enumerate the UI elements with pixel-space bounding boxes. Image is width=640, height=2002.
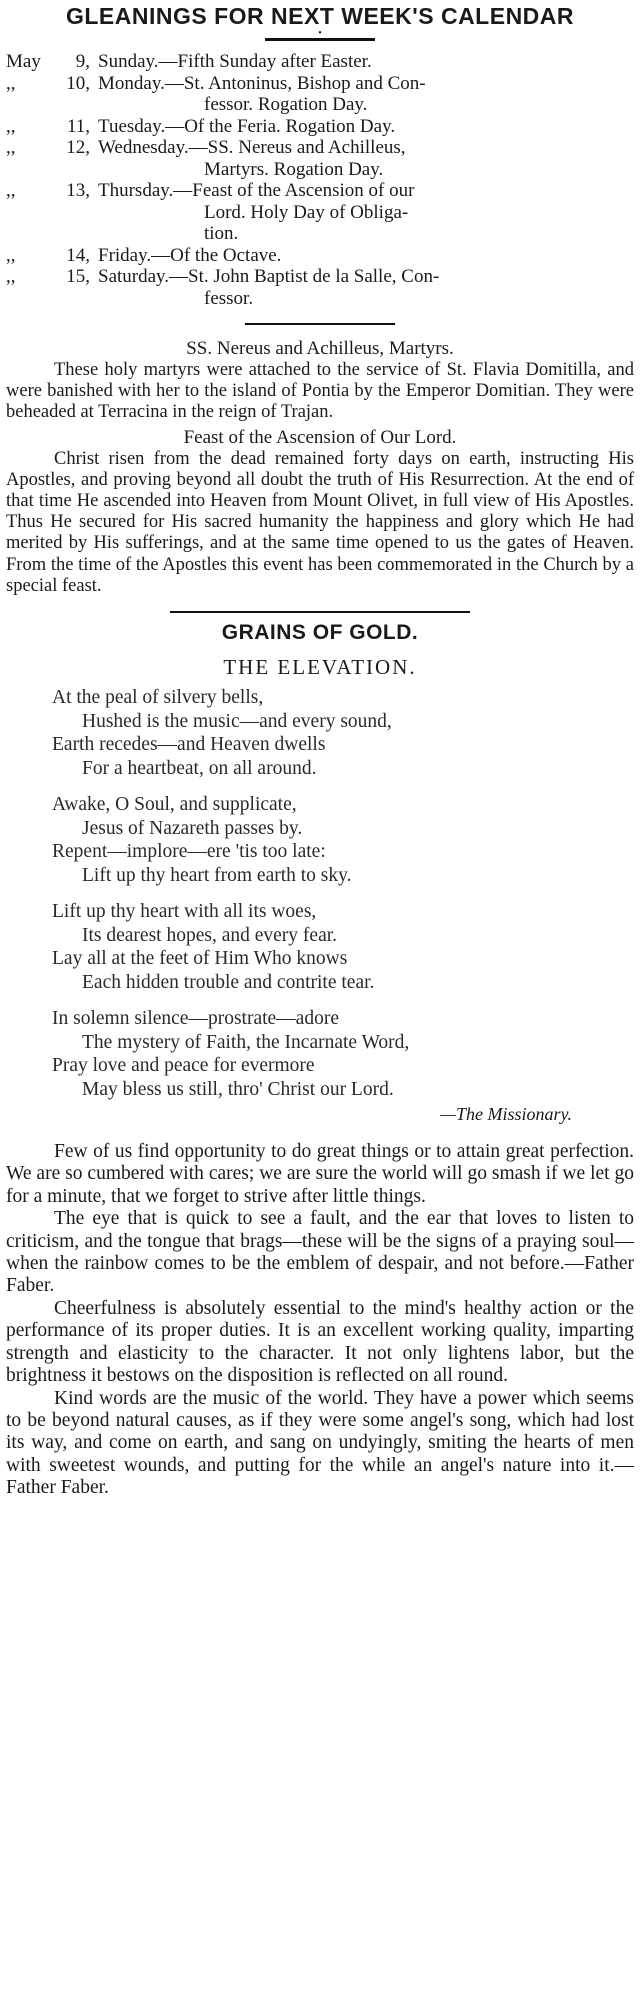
entry-text: Tuesday.—Of the Feria. Rogation Day. — [98, 115, 396, 137]
entry-month: ,, — [6, 72, 16, 94]
calendar-entry — [6, 180, 634, 202]
entry-continuation: fessor. — [204, 287, 254, 309]
entry-day: 14, — [66, 244, 90, 266]
poem — [6, 686, 634, 1101]
poem-line: Lift up thy heart with all its woes, — [52, 901, 317, 923]
calendar-entry — [6, 266, 634, 288]
entry-text: Sunday.—Fifth Sunday after Easter. — [98, 51, 372, 72]
section-rule — [170, 611, 470, 613]
poem-line: Hushed is the music—and every sound, — [82, 710, 392, 732]
entry-day: 15, — [66, 266, 90, 287]
poem-line: Lay all at the feet of Him Who knows — [52, 948, 348, 970]
poem-line: For a heartbeat, on all around. — [82, 757, 317, 779]
entry-month: ,, — [6, 137, 16, 158]
poem-line: Its dearest hopes, and every fear. — [82, 924, 338, 946]
title-bullet: • — [318, 28, 322, 39]
entry-month: ,, — [6, 244, 16, 266]
entry-continuation: fessor. Rogation Day. — [204, 94, 368, 115]
calendar-entry — [6, 116, 634, 138]
essay-paragraph: The eye that is quick to see a fault, and the ear that loves to listen to criticism, and the tongue that brags—these will be the signs of a praying soul—when the rainbow comes to be the emblem of despair, and not before.—Father Faber. — [6, 1208, 634, 1297]
ascension-heading: Feast of the Ascension of Our Lord. — [183, 426, 457, 448]
poem-line: May bless us still, thro' Christ our Lord. — [82, 1078, 394, 1100]
calendar-entry — [6, 137, 634, 159]
section-rule — [245, 323, 395, 325]
essay-paragraph: Cheerfulness is absolutely essential to the mind's healthy action or the performance of its proper duties. It is an excellent working quality, imparting strength and elasticity to the character. It not only lightens labor, but the brightness it bestows on the disposition is reflected on all round. — [6, 1297, 634, 1387]
grains-title: GRAINS OF GOLD. — [221, 621, 419, 645]
entry-day: 9, — [75, 51, 90, 72]
entry-month: ,, — [6, 180, 16, 201]
poem-line: Pray love and peace for evermore — [52, 1055, 315, 1077]
poem-title: THE ELEVATION. — [223, 655, 417, 680]
entry-day: 13, — [66, 180, 90, 201]
entry-month: ,, — [6, 266, 16, 287]
poem-line: The mystery of Faith, the Incarnate Word, — [82, 1031, 410, 1053]
essay-paragraph: Few of us find opportunity to do great things or to attain great perfection. We are so cumbered with cares; we are sure the world will go smash if we let go for a minute, that we forget to strive after little things. — [6, 1141, 634, 1207]
entry-continuation: Martyrs. Rogation Day. — [204, 158, 384, 180]
entry-continuation: Lord. Holy Day of Obliga- — [204, 201, 409, 223]
poem-stanza — [52, 793, 634, 887]
entry-text: Friday.—Of the Octave. — [98, 244, 282, 266]
poem-line: Lift up thy heart from earth to sky. — [82, 864, 352, 886]
entry-text: Wednesday.—SS. Nereus and Achilleus, — [98, 137, 406, 158]
poem-line: Repent—implore—ere 'tis too late: — [52, 841, 326, 863]
essay-paragraph: Kind words are the music of the world. They have a power which seems to be beyond natural causes, as if they were some angel's song, which had lost its way, and come on earth, and sang on undyingly, smiting the hearts of men with sweetest wounds, and putting for the while an angel's nature into it.—Father Faber. — [6, 1387, 634, 1499]
entry-month: May — [6, 51, 41, 72]
calendar-title: GLEANINGS FOR NEXT WEEK'S CALENDAR — [65, 3, 575, 29]
saints-heading: SS. Nereus and Achilleus, Martyrs. — [186, 338, 454, 359]
poem-line: Jesus of Nazareth passes by. — [82, 817, 303, 839]
poem-line: At the peal of silvery bells, — [52, 687, 264, 709]
entry-text: Saturday.—St. John Baptist de la Salle, Con- — [98, 266, 440, 287]
entry-day: 10, — [66, 72, 90, 94]
poem-line: In solemn silence—prostrate—adore — [52, 1008, 339, 1030]
poem-stanza — [52, 900, 634, 994]
entry-month: ,, — [6, 115, 16, 137]
poem-line: Earth recedes—and Heaven dwells — [52, 734, 326, 756]
calendar-list — [6, 51, 634, 309]
entry-text: Monday.—St. Antoninus, Bishop and Con- — [98, 72, 426, 94]
poem-line: Each hidden trouble and contrite tear. — [82, 971, 375, 993]
entry-text: Thursday.—Feast of the Ascension of our — [98, 180, 415, 201]
entry-day: 11, — [66, 115, 90, 137]
calendar-entry — [6, 73, 634, 95]
poem-stanza — [52, 1007, 634, 1101]
entry-continuation: tion. — [204, 223, 239, 244]
ascension-paragraph: Christ risen from the dead remained forty days on earth, instructing His Apostles, and proving beyond all doubt the truth of His Resurrection. At the end of that time He ascended into Heaven from Mount Olivet, in full view of His Apostles. Thus He secured for His sacred humanity the happiness and glory which He had merited by His sufferings, and at the same time opened to us the gates of Heaven. From the time of the Apostles this event has been commemorated in the Church by a special feast. — [6, 448, 634, 596]
entry-day: 12, — [66, 137, 90, 158]
poem-attribution: —The Missionary. — [439, 1104, 572, 1125]
poem-line: Awake, O Soul, and supplicate, — [52, 794, 297, 816]
essays — [6, 1141, 634, 1500]
calendar-entry — [6, 51, 634, 73]
saints-paragraph: These holy martyrs were attached to the service of St. Flavia Domitilla, and were banished with her to the island of Pontia by the Emperor Domitian. They were beheaded at Terracina in the reign of Trajan. — [6, 360, 634, 423]
poem-stanza — [52, 686, 634, 780]
calendar-entry — [6, 245, 634, 267]
